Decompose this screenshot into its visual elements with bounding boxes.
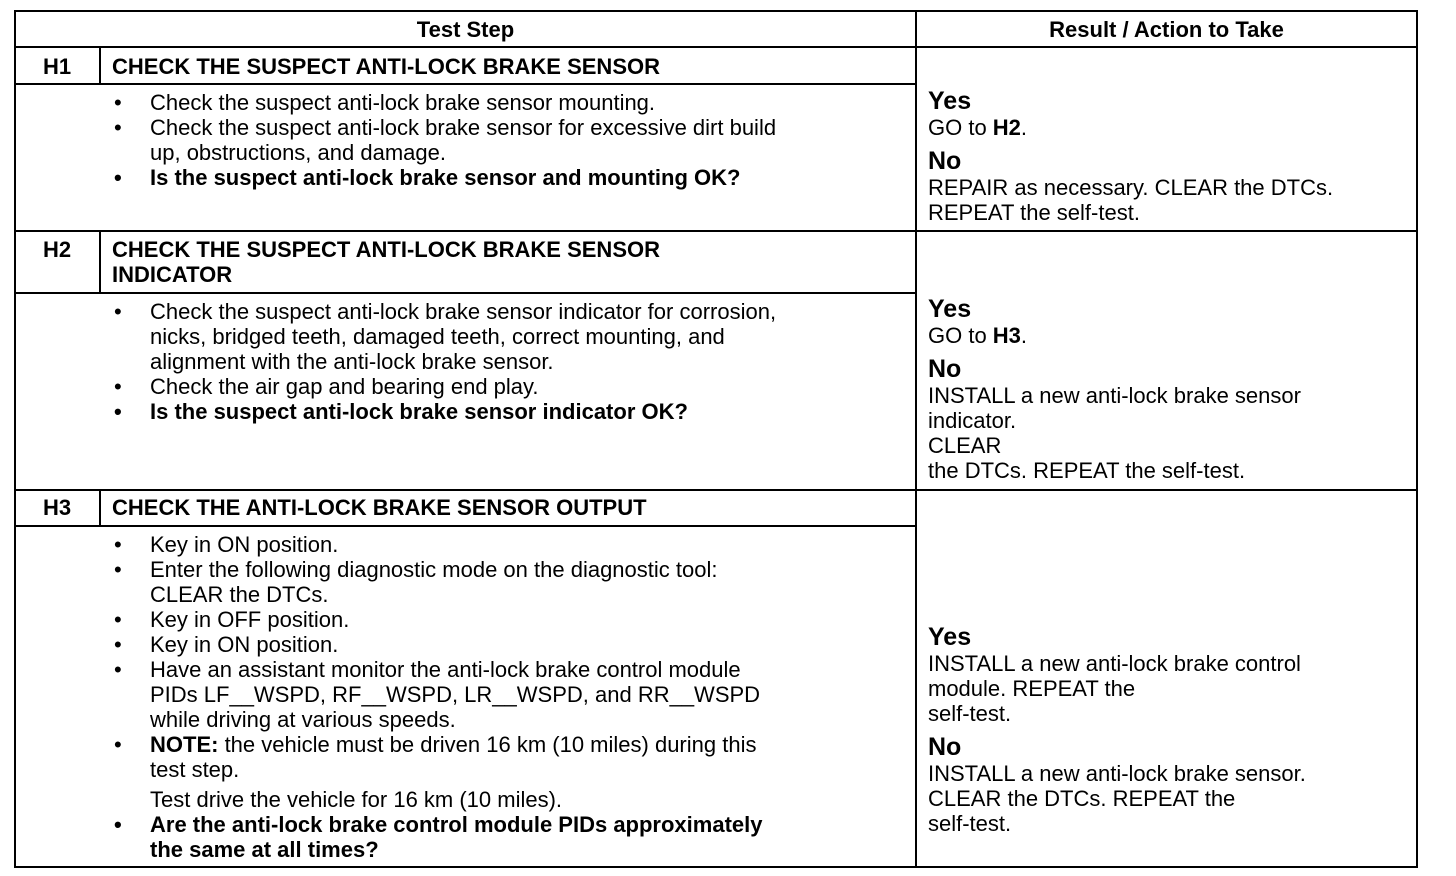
step-id-h1: H1 [42,54,72,79]
list-item: • Key in ON position. [112,532,912,557]
h2-h3-divider [16,489,1416,491]
result-no-line: CLEAR the DTCs. REPEAT the [928,786,1236,811]
h1-h2-divider [16,230,1416,232]
list-item: PIDs LF__WSPD, RF__WSPD, LR__WSPD, and RR__WSPD [150,682,761,707]
result-yes-target: H3 [992,323,1021,348]
list-item: Test drive the vehicle for 16 km (10 miles). [150,787,563,812]
step-list-h3 [112,532,912,862]
result-h2 [928,296,1408,483]
result-no-label: No [928,147,962,175]
note-text: the vehicle must be driven 16 km (10 miles) during this [218,732,757,757]
h3-title-divider [16,525,916,527]
result-h3 [928,624,1408,836]
result-yes-label: Yes [928,623,972,651]
list-item: up, obstructions, and damage. [150,140,446,165]
list-item-question: • Are the anti-lock brake control module PIDs approximately [112,812,912,837]
step-list-h1 [112,90,912,190]
list-item-question: • Is the suspect anti-lock brake sensor and mounting OK? [112,165,912,190]
list-item: • Check the suspect anti-lock brake sensor for excessive dirt build [112,115,912,140]
step-title-h2-line2: INDICATOR [112,262,233,287]
result-no-line: self-test. [928,811,1012,836]
result-yes-line: self-test. [928,701,1012,726]
result-no-line: REPEAT the self-test. [928,200,1140,225]
list-item-question: • Is the suspect anti-lock brake sensor indicator OK? [112,399,912,424]
list-item: • Have an assistant monitor the anti-lock brake control module [112,657,912,682]
result-yes-action [928,115,1408,140]
column-divider-id-h1 [99,48,101,84]
step-title-h1: CHECK THE SUSPECT ANTI-LOCK BRAKE SENSOR [112,54,660,79]
step-title-h3: CHECK THE ANTI-LOCK BRAKE SENSOR OUTPUT [112,495,647,520]
header-divider [16,46,1416,48]
result-no-line: INSTALL a new anti-lock brake sensor. [928,761,1306,786]
list-item: • Check the suspect anti-lock brake sensor mounting. [112,90,912,115]
result-no-line: indicator. [928,408,1017,433]
result-no-line: CLEAR [928,433,1002,458]
result-yes-suffix: . [1020,323,1028,348]
result-no-line: the DTCs. REPEAT the self-test. [928,458,1246,483]
list-item: CLEAR the DTCs. [150,582,329,607]
step-title-h2-line1: CHECK THE SUSPECT ANTI-LOCK BRAKE SENSOR [112,237,660,262]
result-yes-line: module. REPEAT the [928,676,1136,701]
column-divider-id-h3 [99,490,101,526]
result-yes-prefix: GO to [928,115,993,140]
result-yes-suffix: . [1020,115,1028,140]
list-item: alignment with the anti-lock brake sensor. [150,349,554,374]
header-result-action: Result / Action to Take [1049,17,1284,42]
list-item: test step. [150,757,240,782]
result-yes-action [928,323,1408,348]
result-no-line: INSTALL a new anti-lock brake sensor [928,383,1301,408]
list-item-note [112,732,912,757]
result-yes-line: INSTALL a new anti-lock brake control [928,651,1301,676]
result-no-label: No [928,733,962,761]
list-item: while driving at various speeds. [150,707,456,732]
result-yes-label: Yes [928,87,972,115]
column-divider-main [915,12,917,866]
list-item: nicks, bridged teeth, damaged teeth, correct mounting, and [150,324,725,349]
result-no-label: No [928,355,962,383]
result-yes-prefix: GO to [928,323,993,348]
result-h1 [928,88,1408,225]
h1-title-divider [16,83,916,85]
header-test-step: Test Step [416,17,515,42]
result-yes-target: H2 [992,115,1021,140]
list-item: • Check the suspect anti-lock brake sensor indicator for corrosion, [112,299,912,324]
step-id-h3: H3 [42,495,72,520]
result-yes-label: Yes [928,295,972,323]
h2-title-divider [16,292,916,294]
list-item: • Enter the following diagnostic mode on the diagnostic tool: [112,557,912,582]
step-list-h2 [112,299,912,424]
result-no-line: REPAIR as necessary. CLEAR the DTCs. [928,175,1334,200]
list-item: • Key in OFF position. [112,607,912,632]
diagnostic-table [14,10,1418,868]
note-label: NOTE: [150,732,219,757]
list-item-question: the same at all times? [150,837,379,862]
list-item: • Key in ON position. [112,632,912,657]
column-divider-id-h2 [99,231,101,292]
list-item: • Check the air gap and bearing end play. [112,374,912,399]
step-id-h2: H2 [42,237,72,262]
